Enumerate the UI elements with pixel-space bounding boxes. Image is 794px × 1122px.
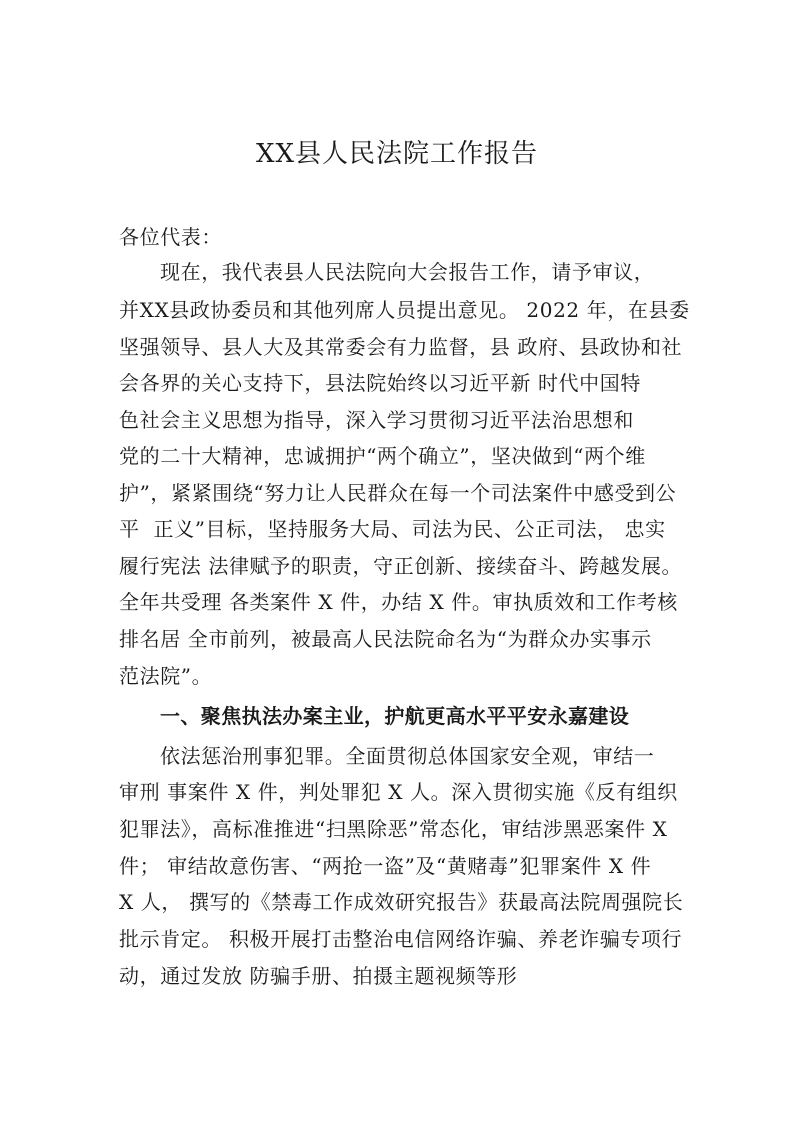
text-line: 会各界的关心支持下，县法院始终以习近平新 时代中国特: [119, 371, 641, 395]
text-line: 排名居 全市前列，被最高人民法院命名为“为群众办实事示: [119, 627, 652, 651]
text-line: 履行宪法 法律赋予的职责，守正创新、接续奋斗、跨越发展。: [119, 554, 683, 578]
text-line: 犯罪法》，高标准推进“扫黑除恶”常态化，审结涉黑恶案件 X: [119, 817, 668, 841]
text-line: 并XX县政协委员和其他列席人员提出意见。 2022 年，在县委: [119, 298, 690, 322]
text-line: 坚强领导、县人大及其常委会有力监督，县 政府、县政协和社: [119, 335, 683, 359]
text-line: 依法惩治刑事犯罪。全面贯彻总体国家安全观，审结一: [160, 744, 655, 768]
text-line: 现在，我代表县人民法院向大会报告工作，请予审议，: [160, 260, 655, 284]
text-line: 件； 审结故意伤害、“两抢一盗”及“黄赌毒”犯罪案件 X 件: [119, 854, 652, 878]
text-line: 审刑 事案件 X 件，判处罪犯 X 人。深入贯彻实施《反有组织: [119, 780, 678, 804]
text-line: 范法院”。: [119, 664, 213, 688]
text-line: 动，通过发放 防骗手册、拍摄主题视频等形: [119, 964, 518, 988]
salutation: 各位代表：: [119, 225, 222, 249]
section-heading: 一、聚焦执法办案主业，护航更高水平平安永嘉建设: [160, 704, 630, 728]
text-line: X 人， 撰写的《禁毒工作成效研究报告》获最高法院周强院长: [119, 890, 684, 914]
text-line: 色社会主义思想为指导，深入学习贯彻习近平法治思想和: [119, 408, 634, 432]
text-line: 党的二十大精神，忠诚拥护“两个确立”，坚决做到“两个维: [119, 444, 646, 468]
text-line: 护”，紧紧围绕“努力让人民群众在每一个司法案件中感受到公: [119, 481, 677, 505]
text-line: 批示肯定。 积极开展打击整治电信网络诈骗、养老诈骗专项行: [119, 927, 683, 951]
text-line: 平 正义”目标，坚持服务大局、司法为民、公正司法， 忠实: [119, 517, 666, 541]
text-line: 全年共受理 各类案件 X 件，办结 X 件。审执质效和工作考核: [119, 590, 678, 614]
document-title: XX县人民法院工作报告: [255, 139, 539, 169]
